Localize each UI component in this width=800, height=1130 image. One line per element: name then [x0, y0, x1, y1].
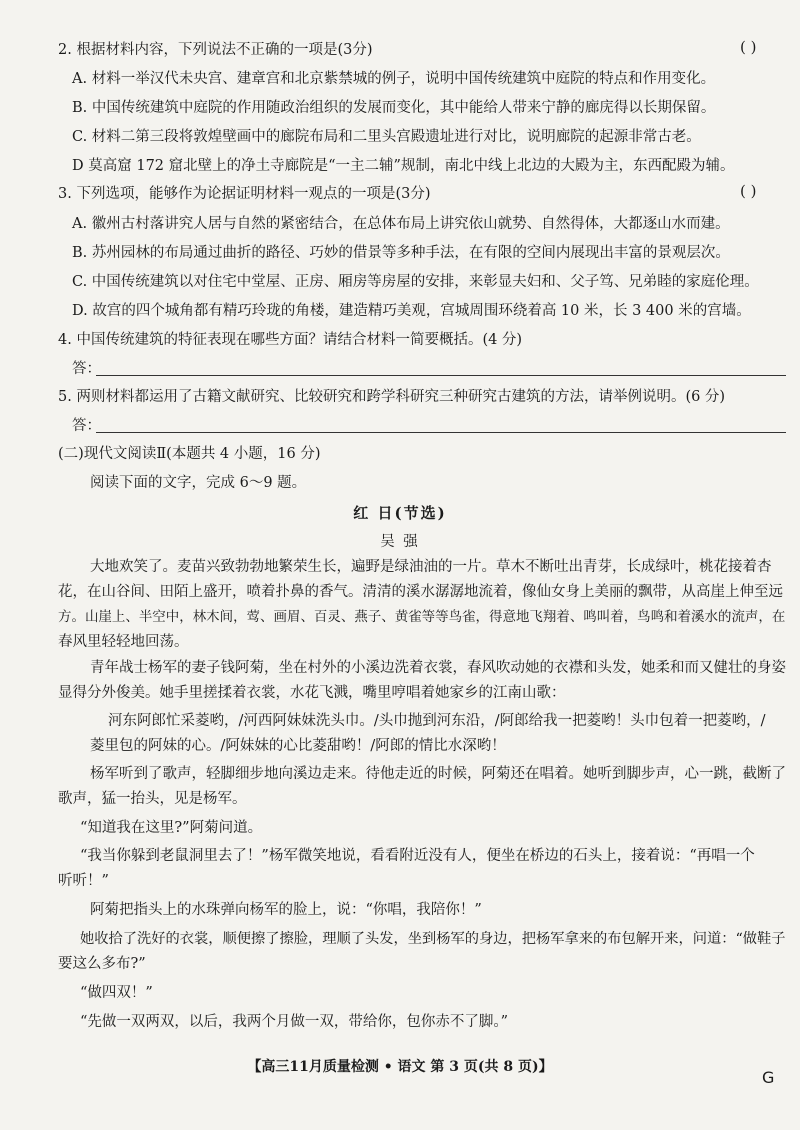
- q2-option-c: C. 材料二第三段将敦煌壁画中的廊院布局和二里头宫殿遗址进行对比，说明廊院的起源非常古老。: [72, 129, 701, 145]
- song-line: 菱里包的阿妹的心。/阿妹妹的心比菱甜哟！/阿郎的情比水深哟！: [90, 738, 506, 754]
- passage-line: 方。山崖上、半空中，林木间，莺、画眉、百灵、燕子、黄雀等等鸟雀，得意地飞翔着、鸣叫着，鸟鸣和着溪水的流声，在: [58, 609, 786, 625]
- section2-instruction: 阅读下面的文字，完成 6～9 题。: [90, 475, 307, 491]
- q2-stem: 2. 根据材料内容，下列说法不正确的一项是(3分): [58, 42, 373, 58]
- passage-author: 吴 强: [380, 534, 420, 550]
- q3-option-a: A. 徽州古村落讲究人居与自然的紧密结合，在总体布局上讲究依山就势、自然得体，大都逐山水而建。: [72, 216, 730, 232]
- q2-answer-bracket: ( ): [740, 38, 757, 56]
- passage-line: 要这么多布?”: [58, 956, 146, 972]
- q2-option-a: A. 材料一举汉代未央宫、建章宫和北京紫禁城的例子，说明中国传统建筑中庭院的特点和作用变化。: [72, 71, 716, 87]
- q5-answer-label: 答：: [72, 418, 101, 434]
- q3-option-d: D. 故宫的四个城角都有精巧玲珑的角楼，建造精巧美观，宫城周围环绕着高 10 米，长 3 400 米的宫墙。: [72, 303, 751, 319]
- passage-line: 春风里轻轻地回荡。: [58, 634, 189, 650]
- q4-answer-label: 答：: [72, 361, 101, 377]
- q4-answer-line[interactable]: [96, 375, 786, 376]
- q3-answer-bracket: ( ): [740, 182, 757, 200]
- passage-title: 红 日(节选): [353, 504, 447, 522]
- passage-line: 花，在山谷间、田陌上盛开，喷着扑鼻的香气。清清的溪水潺潺地流着，像仙女身上美丽的飘带，从高崖上伸至远: [58, 584, 783, 600]
- q4-stem: 4. 中国传统建筑的特征表现在哪些方面？请结合材料一简要概括。(4 分): [58, 332, 523, 348]
- q2-option-d: D 莫高窟 172 窟北壁上的净土寺廊院是“一主二辅”规制，南北中线上北边的大殿为主，东西配殿为辅。: [72, 158, 735, 174]
- q3-option-c: C. 中国传统建筑以对住宅中堂屋、正房、厢房等房屋的安排，来彰显夫妇和、父子笃、兄弟睦的家庭伦理。: [72, 274, 759, 290]
- passage-line: “做四双！”: [80, 985, 153, 1001]
- section2-heading: (二)现代文阅读Ⅱ(本题共 4 小题，16 分): [58, 446, 321, 462]
- q5-answer-line[interactable]: [96, 432, 786, 433]
- song-line: 河东阿郎忙采菱哟，/河西阿妹妹洗头巾。/头巾抛到河东沿，/阿郎给我一把菱哟！头巾包着一把菱哟，/: [108, 713, 766, 729]
- passage-line: “我当你躲到老鼠洞里去了！”杨军微笑地说，看看附近没有人，便坐在桥边的石头上，接着说：“再唱一个: [80, 848, 755, 864]
- passage-line: 阿菊把指头上的水珠弹向杨军的脸上，说：“你唱，我陪你！”: [90, 902, 482, 918]
- passage-line: “先做一双两双，以后，我两个月做一双，带给你，包你赤不了脚。”: [80, 1014, 509, 1030]
- q3-stem: 3. 下列选项，能够作为论据证明材料一观点的一项是(3分): [58, 186, 431, 202]
- q5-stem: 5. 两则材料都运用了古籍文献研究、比较研究和跨学科研究三种研究古建筑的方法，请举例说明。(6 分): [58, 389, 726, 405]
- passage-line: 歌声，猛一抬头，见是杨军。: [58, 791, 247, 807]
- passage-line: 她收拾了洗好的衣裳，顺便擦了擦脸，理顺了头发，坐到杨军的身边，把杨军拿来的布包解开来，问道：“做鞋子: [80, 931, 786, 947]
- passage-line: 杨军听到了歌声，轻脚细步地向溪边走来。待他走近的时候，阿菊还在唱着。她听到脚步声，心一跳，截断了: [90, 766, 786, 782]
- passage-line: 听听！”: [58, 873, 109, 889]
- q3-option-b: B. 苏州园林的布局通过曲折的路径、巧妙的借景等多种手法，在有限的空间内展现出丰富的景观层次。: [72, 245, 730, 261]
- passage-line: “知道我在这里?”阿菊问道。: [80, 820, 263, 836]
- passage-line: 显得分外俊美。她手里搓揉着衣裳，水花飞溅，嘴里哼唱着她家乡的江南山歌：: [58, 685, 566, 701]
- q2-option-b: B. 中国传统建筑中庭院的作用随政治组织的发展而变化，其中能给人带来宁静的廊庑得以长期保留。: [72, 100, 716, 116]
- corner-mark: G: [762, 1068, 775, 1087]
- passage-line: 青年战士杨军的妻子钱阿菊，坐在村外的小溪边洗着衣裳，春风吹动她的衣襟和头发，她柔和而又健壮的身姿: [90, 660, 786, 676]
- page-footer: 【高三11月质量检测 • 语文 第 3 页(共 8 页)】: [247, 1059, 553, 1075]
- passage-line: 大地欢笑了。麦苗兴致勃勃地繁荣生长，遍野是绿油油的一片。草木不断吐出青芽，长成绿叶，桃花接着杏: [90, 559, 772, 575]
